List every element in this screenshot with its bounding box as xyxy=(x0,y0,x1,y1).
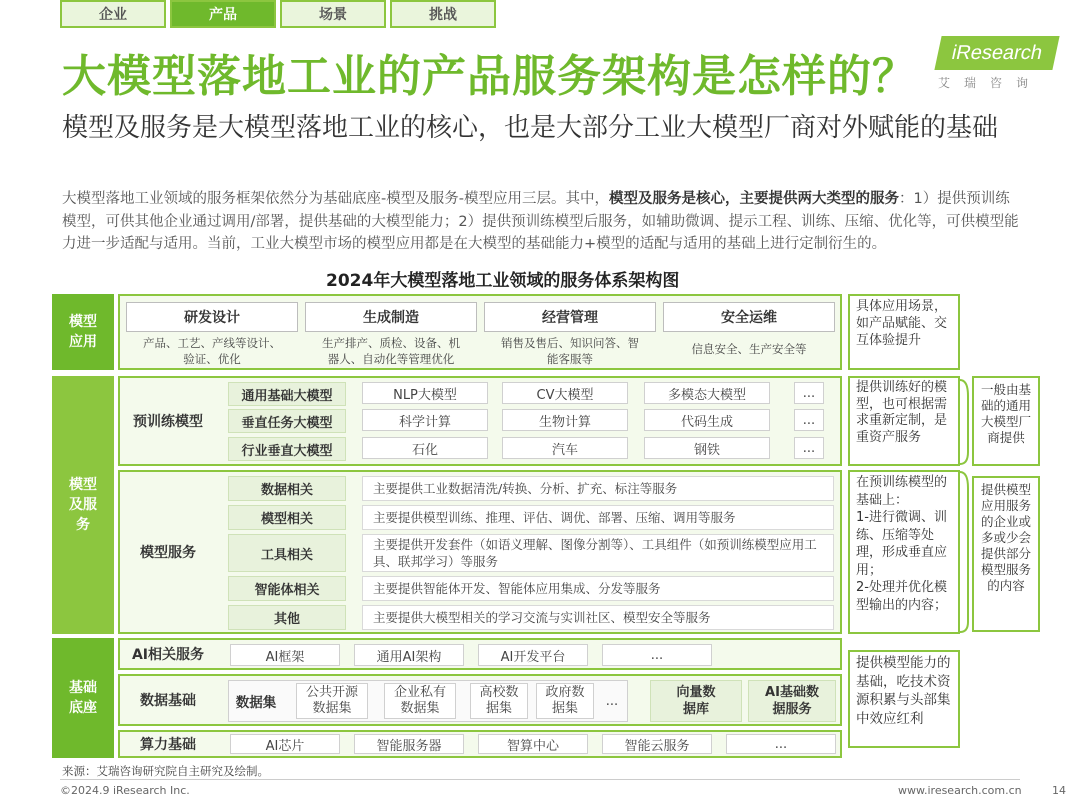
ai-service-item: 通用AI架构 xyxy=(354,644,464,666)
pretrain-item: 多模态大模型 xyxy=(644,382,770,404)
dataset-item: 公共开源 数据集 xyxy=(296,683,368,719)
service-row-other: 其他 xyxy=(228,605,346,630)
side-note-general-vendors: 一般由基础的通用大模型厂商提供 xyxy=(972,376,1040,466)
source-note: 来源：艾瑞咨询研究院自主研究及绘制。 xyxy=(62,764,269,778)
pretrain-item: 生物计算 xyxy=(502,409,628,431)
page-number: 14 xyxy=(1052,784,1066,797)
ai-data-service: AI基础数 据服务 xyxy=(748,680,836,722)
app-desc-manufacturing: 生产排产、质检、设备、机 器人、自动化等管理优化 xyxy=(322,336,460,366)
body-part-1: 大模型落地工业领域的服务框架依然分为基础底座-模型及服务-模型应用三层。其中， xyxy=(62,191,609,207)
compute-item: 智算中心 xyxy=(478,734,588,754)
service-desc-data: 主要提供工业数据清洗/转换、分析、扩充、标注等服务 xyxy=(362,476,834,501)
service-desc-other: 主要提供大模型相关的学习交流与实训社区、模型安全等服务 xyxy=(362,605,834,630)
service-row-tools: 工具相关 xyxy=(228,534,346,572)
side-note-application-vendors: 提供模型应用服务的企业或多或少会提供部分模型服务的内容 xyxy=(972,476,1040,632)
ai-service-item-more: ... xyxy=(602,644,712,666)
service-row-model: 模型相关 xyxy=(228,505,346,530)
service-desc-model: 主要提供模型训练、推理、评估、调优、部署、压缩、调用等服务 xyxy=(362,505,834,530)
body-part-2: ：1）提供预训练模型，可供其他企业通过调用/部署，提供基础的大模型能力；2）提供预训练模型后服务，如辅助微调、提示工程、训练、压缩、优化等，可供模型能力进一步适配与适用。当前，工业大模型市场的模型应用都是在大模型的基础能力+模型的适配与适用的基础上进行定制衍生的。 xyxy=(62,191,1019,252)
service-desc-tools: 主要提供开发套件（如语义理解、图像分割等）、工具组件（如预训练模型应用工具、联邦学习）等服务 xyxy=(362,534,834,572)
note-model-service: 在预训练模型的基础上： 1-进行微调、训练、压缩等处理，形成垂直应用； 2-处理并优化模型输出的内容； xyxy=(848,470,960,634)
pretrain-item: 钢铁 xyxy=(644,437,770,459)
pretrain-row-vertical-task: 垂直任务大模型 xyxy=(228,409,346,433)
layer-label-application: 模型 应用 xyxy=(52,294,114,370)
app-title-operation: 经营管理 xyxy=(484,302,656,332)
iresearch-logo xyxy=(930,36,1060,94)
service-row-agent: 智能体相关 xyxy=(228,576,346,601)
body-bold: 模型及服务是核心，主要提供两大类型的服务 xyxy=(608,191,899,207)
dataset-item: 企业私有 数据集 xyxy=(384,683,456,719)
ai-services-label: AI相关服务 xyxy=(131,647,205,663)
data-base-label: 数据基础 xyxy=(140,693,196,709)
compute-item-more: ... xyxy=(726,734,836,754)
figure-title: 2024年大模型落地工业领域的服务体系架构图 xyxy=(326,271,680,291)
service-desc-agent: 主要提供智能体开发、智能体应用集成、分发等服务 xyxy=(362,576,834,601)
pretrain-item: CV大模型 xyxy=(502,382,628,404)
app-desc-rd: 产品、工艺、产线等设计、 验证、优化 xyxy=(143,336,281,366)
note-base-layer: 提供模型能力的基础，吃技术资源积累与头部集中效应红利 xyxy=(848,650,960,748)
note-application: 具体应用场景，如产品赋能、交互体验提升 xyxy=(848,294,960,370)
compute-item: 智能服务器 xyxy=(354,734,464,754)
bracket-connectors xyxy=(960,376,974,636)
tab-challenge[interactable]: 挑战 xyxy=(390,0,496,28)
logo-sub-text: 艾瑞咨询 xyxy=(938,76,1043,90)
page-subtitle: 模型及服务是大模型落地工业的核心，也是大部分工业大模型厂商对外赋能的基础 xyxy=(62,113,999,143)
dataset-item-more: ... xyxy=(605,693,619,709)
pretrain-item: 石化 xyxy=(362,437,488,459)
pretrain-item: 汽车 xyxy=(502,437,628,459)
copyright: ©2024.9 iResearch Inc. xyxy=(60,784,190,797)
tab-scenario[interactable]: 场景 xyxy=(280,0,386,28)
compute-item: 智能云服务 xyxy=(602,734,712,754)
model-service-label: 模型服务 xyxy=(140,545,196,561)
note-pretrain: 提供训练好的模型，也可根据需求重新定制，是重资产服务 xyxy=(848,376,960,466)
pretrain-row-industry: 行业垂直大模型 xyxy=(228,437,346,461)
vector-database: 向量数 据库 xyxy=(650,680,742,722)
logo-main-text: iResearch xyxy=(934,36,1059,70)
footer-divider xyxy=(60,779,1020,780)
tab-product[interactable]: 产品 xyxy=(170,0,276,28)
app-title-rd: 研发设计 xyxy=(126,302,298,332)
compute-item: AI芯片 xyxy=(230,734,340,754)
dataset-item: 高校数 据集 xyxy=(470,683,528,719)
pretrain-label: 预训练模型 xyxy=(133,414,203,430)
ai-service-item: AI开发平台 xyxy=(478,644,588,666)
app-desc-operation: 销售及售后、知识问答、智 能客服等 xyxy=(501,336,639,366)
dataset-label: 数据集 xyxy=(235,695,277,711)
pretrain-item: 代码生成 xyxy=(644,409,770,431)
pretrain-item-more: ... xyxy=(794,437,824,459)
layer-label-model: 模型 及服 务 xyxy=(52,376,114,634)
pretrain-item-more: ... xyxy=(794,409,824,431)
layer-label-base: 基础 底座 xyxy=(52,638,114,758)
pretrain-row-general: 通用基础大模型 xyxy=(228,382,346,406)
app-desc-safety: 信息安全、生产安全等 xyxy=(691,342,807,356)
ai-service-item: AI框架 xyxy=(230,644,340,666)
pretrain-item: 科学计算 xyxy=(362,409,488,431)
app-title-safety: 安全运维 xyxy=(663,302,835,332)
site-link[interactable]: www.iresearch.com.cn xyxy=(898,784,1022,797)
service-row-data: 数据相关 xyxy=(228,476,346,501)
compute-base-label: 算力基础 xyxy=(140,737,196,753)
app-title-manufacturing: 生成制造 xyxy=(305,302,477,332)
body-paragraph xyxy=(62,188,1024,256)
dataset-item: 政府数 据集 xyxy=(536,683,594,719)
tab-enterprise[interactable]: 企业 xyxy=(60,0,166,28)
page-title: 大模型落地工业的产品服务架构是怎样的？ xyxy=(62,51,917,102)
pretrain-item-more: ... xyxy=(794,382,824,404)
top-tabs xyxy=(60,0,496,28)
pretrain-item: NLP大模型 xyxy=(362,382,488,404)
